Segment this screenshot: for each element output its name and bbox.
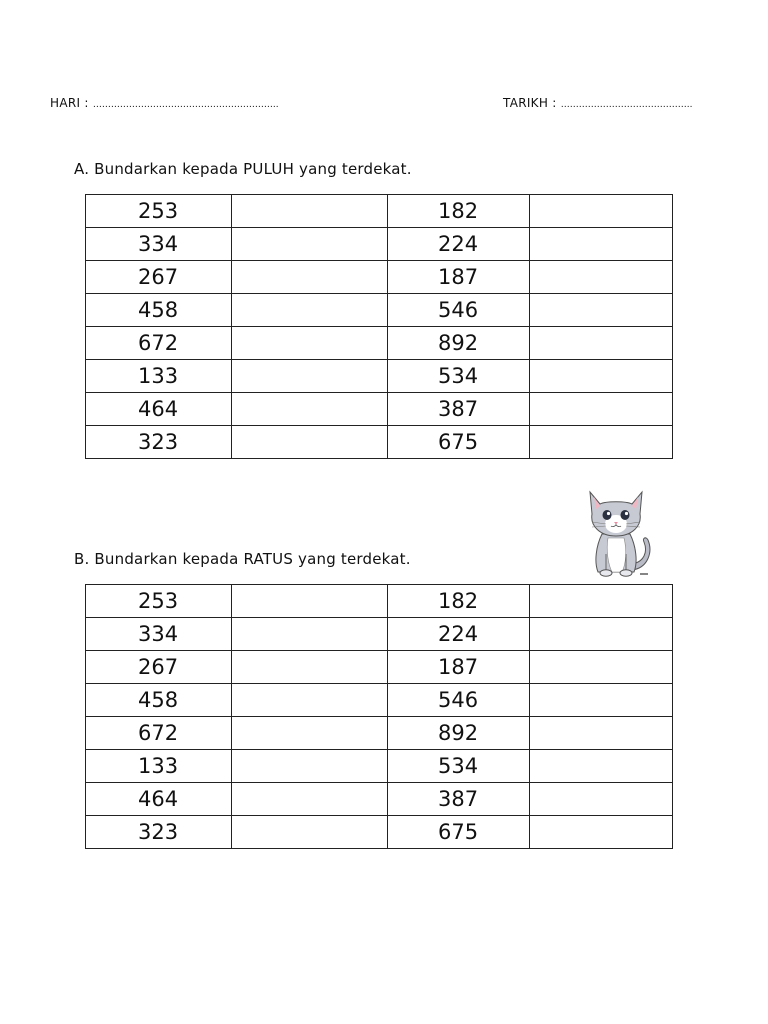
number-cell: 182: [388, 585, 530, 618]
hari-field: [50, 96, 279, 110]
table-row: [86, 585, 673, 618]
section-b-instruction: B. Bundarkan kepada RATUS yang terdekat.: [74, 550, 411, 568]
answer-cell[interactable]: [232, 294, 388, 327]
table-row: [86, 393, 673, 426]
answer-cell[interactable]: [232, 426, 388, 459]
section-b-table: [85, 584, 673, 849]
number-cell: 187: [388, 261, 530, 294]
number-cell: 675: [388, 426, 530, 459]
answer-cell[interactable]: [530, 426, 673, 459]
answer-cell[interactable]: [530, 750, 673, 783]
answer-cell[interactable]: [530, 261, 673, 294]
answer-cell[interactable]: [232, 195, 388, 228]
number-cell: 323: [86, 426, 232, 459]
answer-cell[interactable]: [232, 684, 388, 717]
number-cell: 387: [388, 393, 530, 426]
number-cell: 253: [86, 195, 232, 228]
table-row: [86, 327, 673, 360]
number-cell: 334: [86, 618, 232, 651]
number-cell: 182: [388, 195, 530, 228]
tarikh-label: TARIKH :: [503, 96, 557, 110]
answer-cell[interactable]: [530, 228, 673, 261]
hari-label: HARI :: [50, 96, 89, 110]
answer-cell[interactable]: [232, 585, 388, 618]
answer-cell[interactable]: [232, 261, 388, 294]
table-row: [86, 684, 673, 717]
answer-cell[interactable]: [530, 816, 673, 849]
number-cell: 253: [86, 585, 232, 618]
section-a-instruction: A. Bundarkan kepada PULUH yang terdekat.: [74, 160, 412, 178]
answer-cell[interactable]: [530, 294, 673, 327]
number-cell: 464: [86, 783, 232, 816]
answer-cell[interactable]: [232, 750, 388, 783]
answer-cell[interactable]: [530, 717, 673, 750]
table-row: [86, 261, 673, 294]
answer-cell[interactable]: [232, 651, 388, 684]
number-cell: 133: [86, 360, 232, 393]
number-cell: 133: [86, 750, 232, 783]
number-cell: 334: [86, 228, 232, 261]
table-row: [86, 426, 673, 459]
tarikh-field: [503, 96, 693, 110]
answer-cell[interactable]: [232, 228, 388, 261]
table-row: [86, 783, 673, 816]
answer-cell[interactable]: [232, 717, 388, 750]
number-cell: 546: [388, 294, 530, 327]
table-row: [86, 618, 673, 651]
number-cell: 387: [388, 783, 530, 816]
number-cell: 534: [388, 750, 530, 783]
answer-cell[interactable]: [232, 327, 388, 360]
answer-cell[interactable]: [530, 360, 673, 393]
answer-cell[interactable]: [530, 684, 673, 717]
tarikh-blank-line[interactable]: ……………………………………..: [560, 100, 693, 110]
answer-cell[interactable]: [530, 618, 673, 651]
number-cell: 675: [388, 816, 530, 849]
number-cell: 892: [388, 327, 530, 360]
answer-cell[interactable]: [232, 618, 388, 651]
table-row: [86, 750, 673, 783]
answer-cell[interactable]: [530, 783, 673, 816]
number-cell: 672: [86, 327, 232, 360]
number-cell: 534: [388, 360, 530, 393]
number-cell: 267: [86, 651, 232, 684]
table-row: [86, 294, 673, 327]
section-a-table: [85, 194, 673, 459]
number-cell: 546: [388, 684, 530, 717]
answer-cell[interactable]: [530, 585, 673, 618]
number-cell: 892: [388, 717, 530, 750]
answer-cell[interactable]: [530, 393, 673, 426]
answer-cell[interactable]: [530, 651, 673, 684]
table-row: [86, 816, 673, 849]
table-row: [86, 717, 673, 750]
table-row: [86, 360, 673, 393]
answer-cell[interactable]: [232, 360, 388, 393]
answer-cell[interactable]: [232, 816, 388, 849]
answer-cell[interactable]: [232, 393, 388, 426]
number-cell: 187: [388, 651, 530, 684]
table-row: [86, 195, 673, 228]
cat-illustration-icon: [582, 484, 652, 579]
number-cell: 224: [388, 618, 530, 651]
number-cell: 458: [86, 294, 232, 327]
answer-cell[interactable]: [232, 783, 388, 816]
number-cell: 323: [86, 816, 232, 849]
answer-cell[interactable]: [530, 327, 673, 360]
number-cell: 224: [388, 228, 530, 261]
answer-cell[interactable]: [530, 195, 673, 228]
number-cell: 458: [86, 684, 232, 717]
number-cell: 672: [86, 717, 232, 750]
table-row: [86, 651, 673, 684]
table-row: [86, 228, 673, 261]
number-cell: 464: [86, 393, 232, 426]
number-cell: 267: [86, 261, 232, 294]
hari-blank-line[interactable]: ……………………………………………………..: [92, 100, 279, 110]
